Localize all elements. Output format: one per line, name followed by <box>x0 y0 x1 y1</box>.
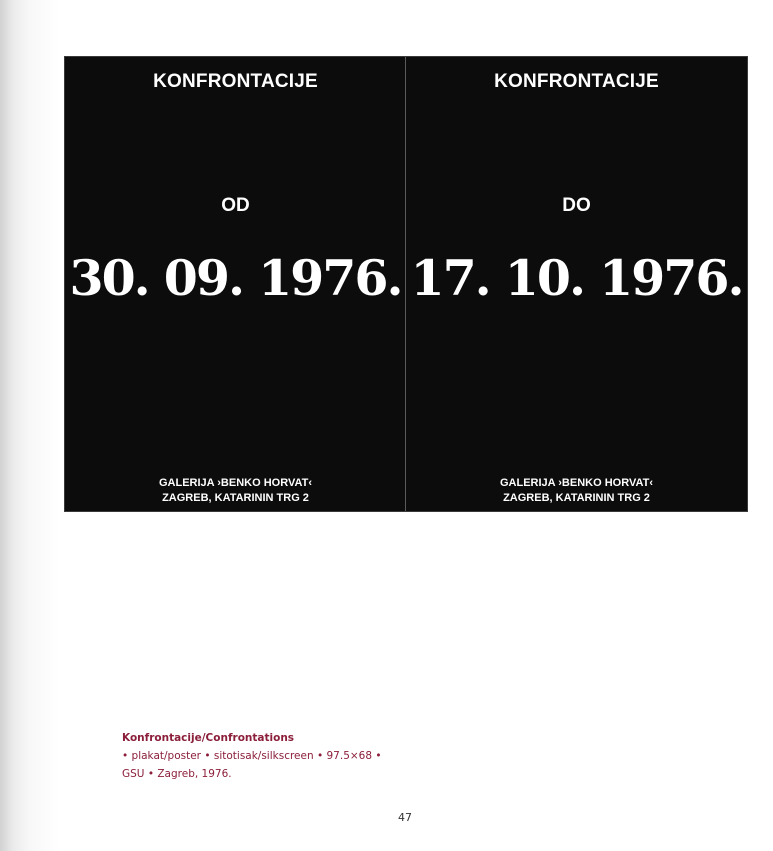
poster-left-venue-line1: GALERIJA ›BENKO HORVAT‹ <box>159 477 312 489</box>
figure-caption <box>122 729 382 783</box>
poster-right-word: DO <box>562 195 591 216</box>
caption-details: • plakat/poster • sitotisak/silkscreen • 97.5×68 • <box>122 750 382 762</box>
poster-left-venue-line2: ZAGREB, KATARININ TRG 2 <box>162 492 309 504</box>
poster-left-title: KONFRONTACIJE <box>153 71 318 92</box>
poster-right-date: 17. 10. 1976. <box>410 249 743 307</box>
caption-source: GSU • Zagreb, 1976. <box>122 768 232 780</box>
poster-left-date: 30. 09. 1976. <box>69 249 402 307</box>
poster-pair-image <box>64 56 748 512</box>
poster-left <box>65 57 406 511</box>
poster-left-venue <box>65 476 406 506</box>
poster-right-title: KONFRONTACIJE <box>494 71 659 92</box>
poster-right-venue <box>406 476 747 506</box>
poster-right-venue-line2: ZAGREB, KATARININ TRG 2 <box>503 492 650 504</box>
poster-right-venue-line1: GALERIJA ›BENKO HORVAT‹ <box>500 477 653 489</box>
page-number: 47 <box>398 811 412 824</box>
poster-right <box>406 57 747 511</box>
poster-left-word: OD <box>221 195 250 216</box>
caption-title: Konfrontacije/Confrontations <box>122 732 295 744</box>
